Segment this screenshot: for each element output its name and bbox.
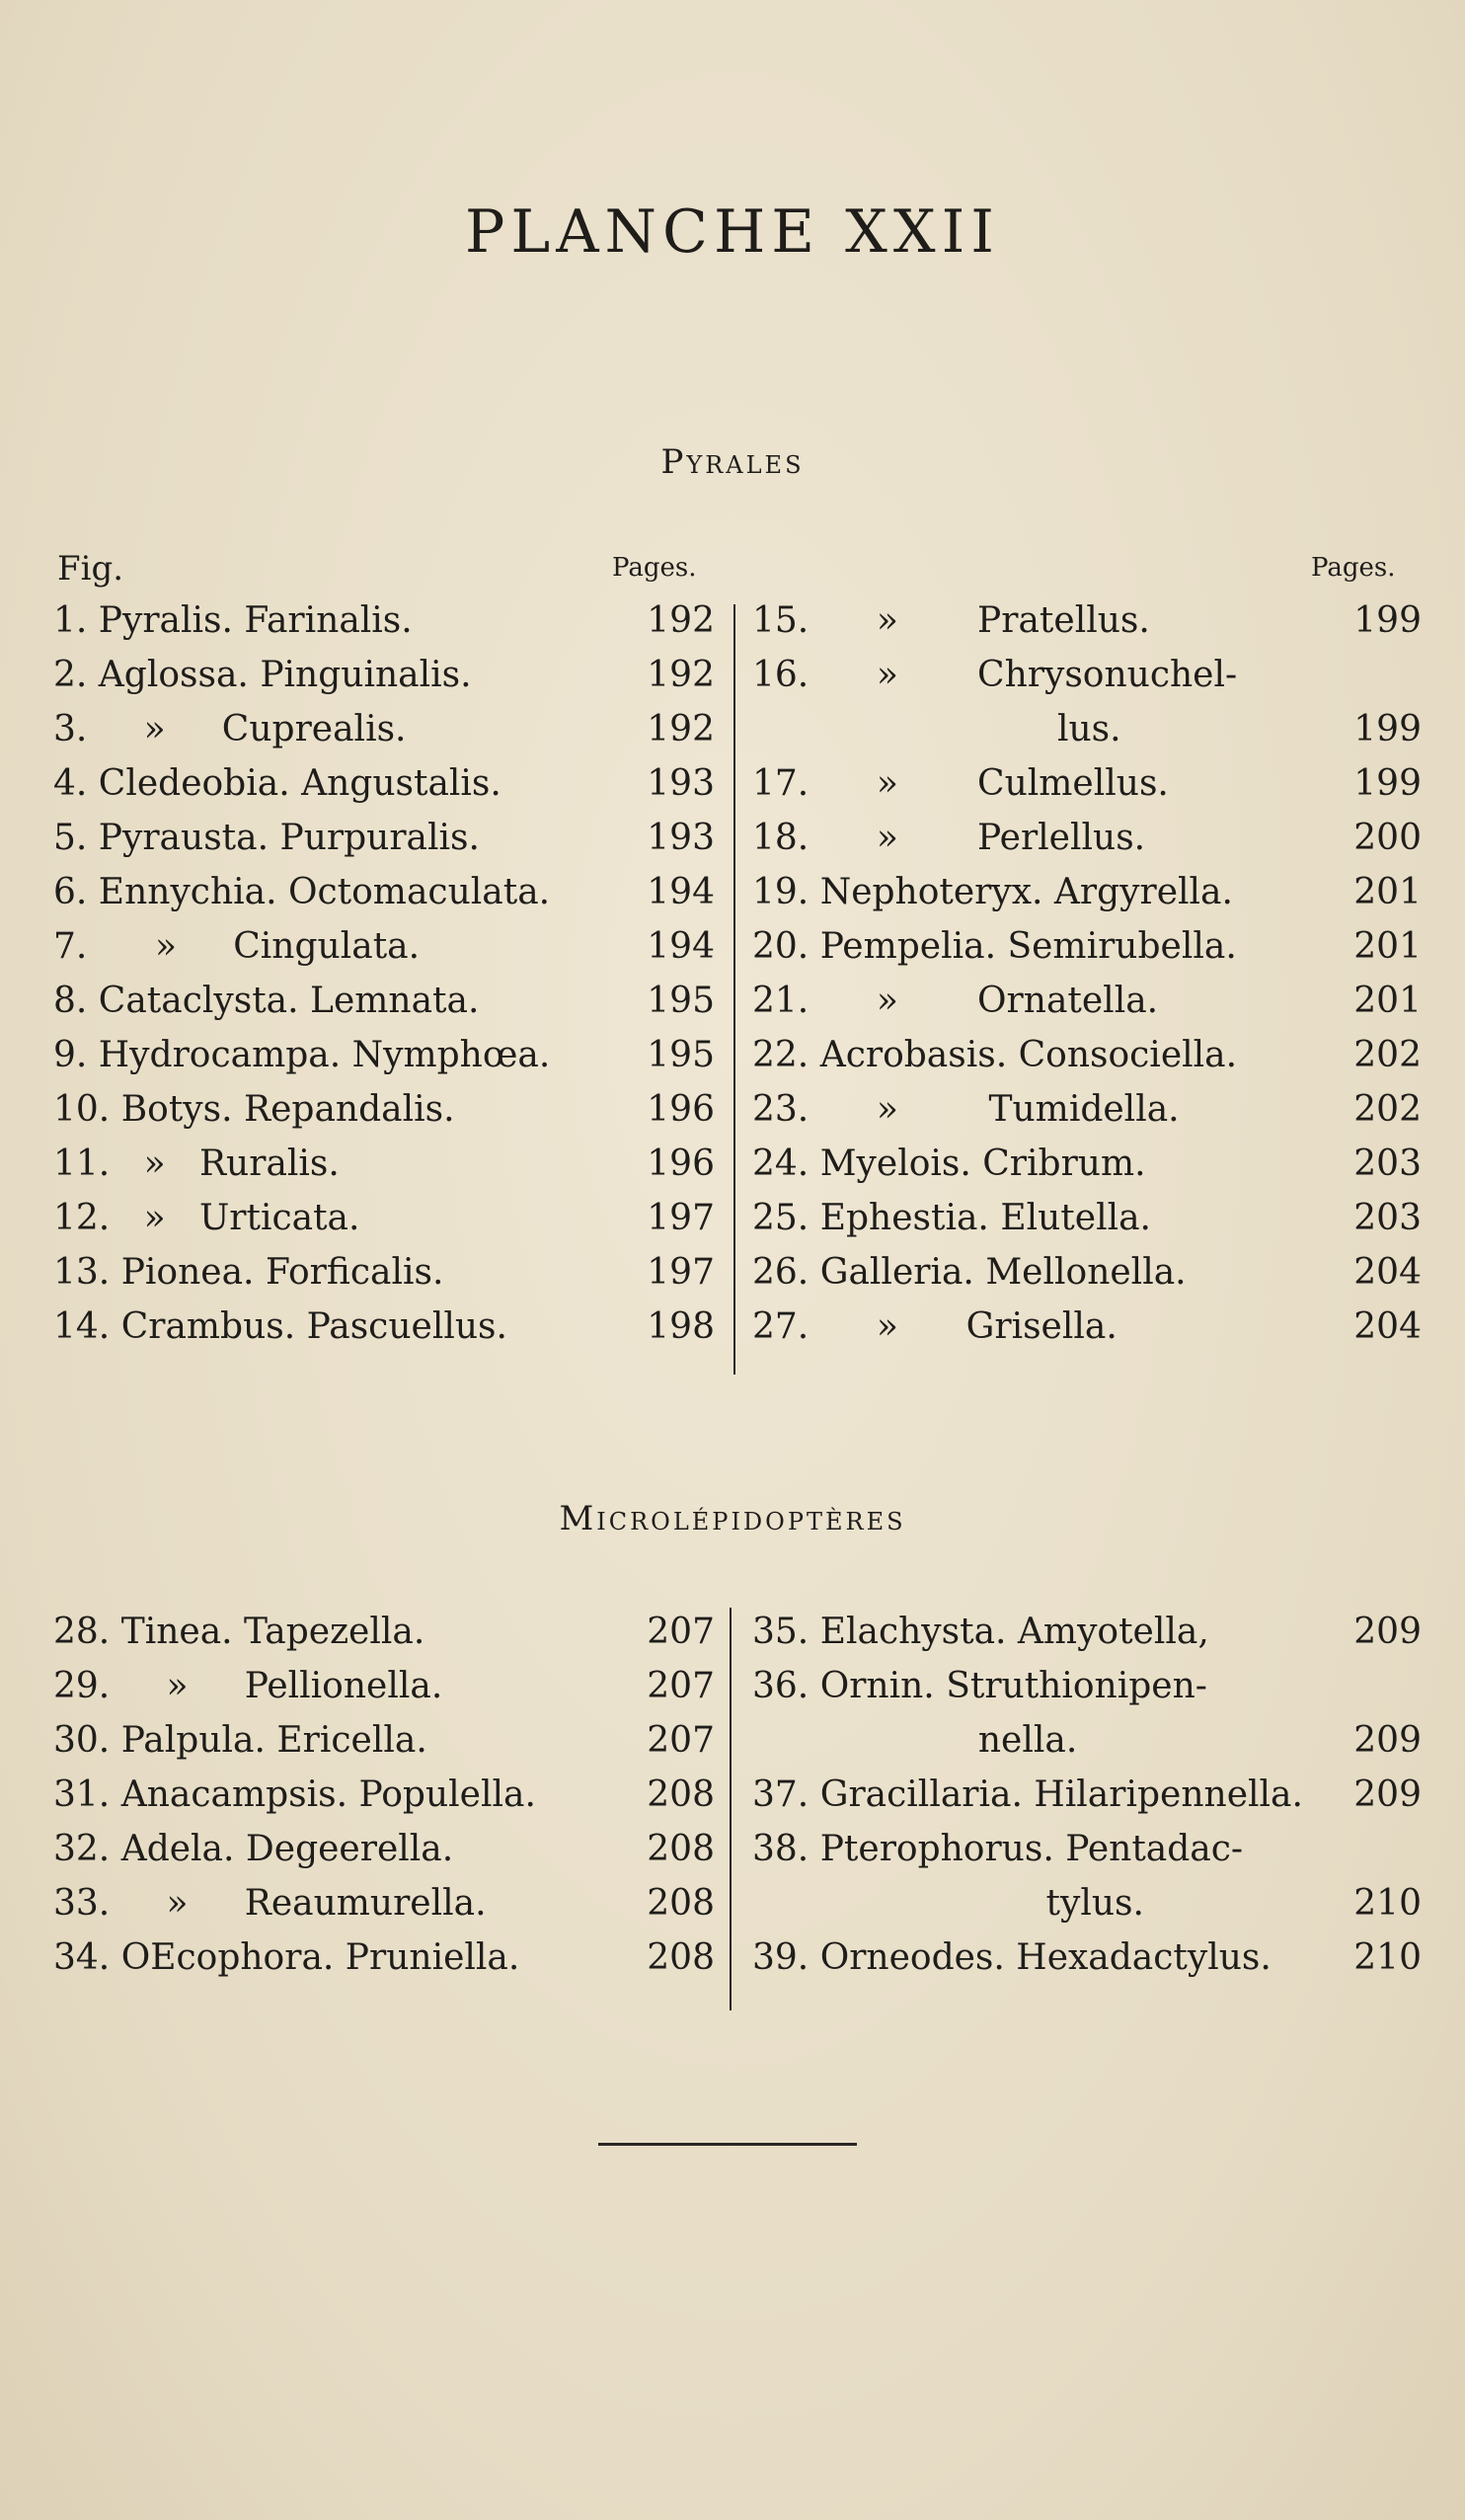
column-divider [733,604,735,1375]
entry-row [53,763,715,818]
entry-text: 15. » Pratellus. [752,600,1150,641]
entry-text: 14. Crambus. Pascuellus. [53,1306,507,1347]
entry-page: 201 [1353,926,1422,967]
entry-row [53,709,715,763]
entry-row [752,1035,1422,1089]
entry-row [752,655,1422,709]
entry-text: 21. » Ornatella. [752,981,1159,1021]
entry-text: 13. Pionea. Forficalis. [53,1252,444,1293]
pages-label-left: Pages. [612,553,697,583]
entry-text: lus. [752,709,1121,749]
entry-page: 204 [1353,1252,1422,1293]
entry-page: 204 [1353,1306,1422,1347]
entry-row [752,818,1422,872]
entry-page: 202 [1353,1089,1422,1130]
entry-page: 209 [1353,1612,1422,1652]
entry-page: 195 [647,1035,715,1075]
entry-page: 198 [647,1306,715,1347]
entry-page: 196 [647,1143,715,1184]
microlepidopteres-left-column [53,1612,715,1992]
entry-page: 195 [647,981,715,1021]
entry-page: 208 [647,1829,715,1869]
entry-row [53,926,715,981]
entry-page: 201 [1353,872,1422,912]
entry-row [752,1937,1422,1992]
entry-page: 194 [647,872,715,912]
entry-row [752,600,1422,655]
entry-page: 210 [1353,1937,1422,1978]
entry-text: 24. Myelois. Cribrum. [752,1143,1146,1184]
entry-row [752,1198,1422,1252]
entry-page: 202 [1353,1035,1422,1075]
entry-row [53,1089,715,1143]
entry-page: 199 [1353,763,1422,804]
entry-text: 29. » Pellionella. [53,1666,443,1706]
entry-page: 200 [1353,818,1422,858]
entry-text: 39. Orneodes. Hexadactylus. [752,1937,1272,1978]
entry-row [752,1143,1422,1198]
entry-page: 208 [647,1937,715,1978]
entry-text: 27. » Grisella. [752,1306,1118,1347]
entry-page: 194 [647,926,715,967]
entry-text: 3. » Cuprealis. [53,709,407,749]
entry-row [752,1306,1422,1361]
entry-text: 1. Pyralis. Farinalis. [53,600,413,641]
entry-page: 196 [647,1089,715,1130]
entry-text: 36. Ornin. Struthionipen- [752,1666,1207,1706]
entry-page: 199 [1353,600,1422,641]
entry-row [53,872,715,926]
entry-row [53,655,715,709]
entry-row [53,1143,715,1198]
entry-page: 203 [1353,1198,1422,1238]
column-divider [730,1608,732,2010]
entry-row [752,709,1422,763]
entry-row [53,1937,715,1992]
entry-page: 192 [647,655,715,695]
entry-row [53,818,715,872]
entry-page: 207 [647,1666,715,1706]
entry-row [752,1666,1422,1720]
section-heading-microlepidopteres: Microlépidoptères [559,1499,906,1538]
entry-page: 197 [647,1198,715,1238]
entry-text: 23. » Tumidella. [752,1089,1180,1130]
entry-page: 193 [647,763,715,804]
entry-page: 192 [647,600,715,641]
entry-row [53,1612,715,1666]
entry-row [752,1774,1422,1829]
entry-row [53,1252,715,1306]
entry-page: 208 [647,1883,715,1924]
entry-row [752,1089,1422,1143]
entry-row [53,1666,715,1720]
entry-row [53,1306,715,1361]
entry-row [53,1829,715,1883]
entry-row [53,1720,715,1774]
entry-page: 199 [1353,709,1422,749]
entry-page: 203 [1353,1143,1422,1184]
entry-text: 10. Botys. Repandalis. [53,1089,455,1130]
entry-row [752,763,1422,818]
entry-text: 33. » Reaumurella. [53,1883,487,1924]
closing-rule [598,2143,857,2146]
entry-text: 4. Cledeobia. Angustalis. [53,763,501,804]
entry-text: 11. » Ruralis. [53,1143,340,1184]
fig-label: Fig. [57,549,124,589]
entry-row [53,1198,715,1252]
entry-page: 208 [647,1774,715,1815]
entry-page: 209 [1353,1720,1422,1761]
entry-row [53,600,715,655]
microlepidopteres-right-column [752,1612,1422,1992]
entry-text: 31. Anacampsis. Populella. [53,1774,536,1815]
entry-text: tylus. [752,1883,1144,1924]
entry-row [752,926,1422,981]
entry-text: 18. » Perlellus. [752,818,1146,858]
pyrales-right-column [752,600,1422,1361]
entry-text: 32. Adela. Degeerella. [53,1829,454,1869]
entry-row [53,1774,715,1829]
pages-label-right: Pages. [1311,553,1396,583]
entry-text: 7. » Cingulata. [53,926,421,967]
entry-row [752,1829,1422,1883]
entry-text: 17. » Culmellus. [752,763,1169,804]
entry-text: 8. Cataclysta. Lemnata. [53,981,480,1021]
section-heading-pyrales: Pyrales [660,442,805,482]
entry-row [752,1612,1422,1666]
entry-text: 38. Pterophorus. Pentadac- [752,1829,1244,1869]
pyrales-left-column [53,600,715,1361]
entry-row [752,872,1422,926]
entry-row [53,1883,715,1937]
entry-row [53,1035,715,1089]
entry-text: 26. Galleria. Mellonella. [752,1252,1187,1293]
entry-page: 193 [647,818,715,858]
entry-row [752,981,1422,1035]
page-title: PLANCHE XXII [465,197,1000,267]
entry-row [752,1883,1422,1937]
entry-row [752,1720,1422,1774]
entry-page: 192 [647,709,715,749]
entry-page: 209 [1353,1774,1422,1815]
entry-page: 207 [647,1612,715,1652]
entry-text: 16. » Chrysonuchel- [752,655,1238,695]
entry-text: 25. Ephestia. Elutella. [752,1198,1151,1238]
entry-page: 207 [647,1720,715,1761]
entry-text: 20. Pempelia. Semirubella. [752,926,1237,967]
entry-row [53,981,715,1035]
entry-text: 37. Gracillaria. Hilaripennella. [752,1774,1303,1815]
entry-text: 19. Nephoteryx. Argyrella. [752,872,1233,912]
entry-text: 6. Ennychia. Octomaculata. [53,872,551,912]
entry-text: 9. Hydrocampa. Nymphœa. [53,1035,551,1075]
entry-text: nella. [752,1720,1078,1761]
entry-text: 5. Pyrausta. Purpuralis. [53,818,480,858]
entry-row [752,1252,1422,1306]
entry-page: 197 [647,1252,715,1293]
entry-text: 34. OEcophora. Pruniella. [53,1937,520,1978]
entry-text: 12. » Urticata. [53,1198,360,1238]
entry-page: 210 [1353,1883,1422,1924]
entry-page: 201 [1353,981,1422,1021]
entry-text: 22. Acrobasis. Consociella. [752,1035,1238,1075]
entry-text: 28. Tinea. Tapezella. [53,1612,425,1652]
entry-text: 2. Aglossa. Pinguinalis. [53,655,472,695]
entry-text: 30. Palpula. Ericella. [53,1720,427,1761]
entry-text: 35. Elachysta. Amyotella, [752,1612,1209,1652]
